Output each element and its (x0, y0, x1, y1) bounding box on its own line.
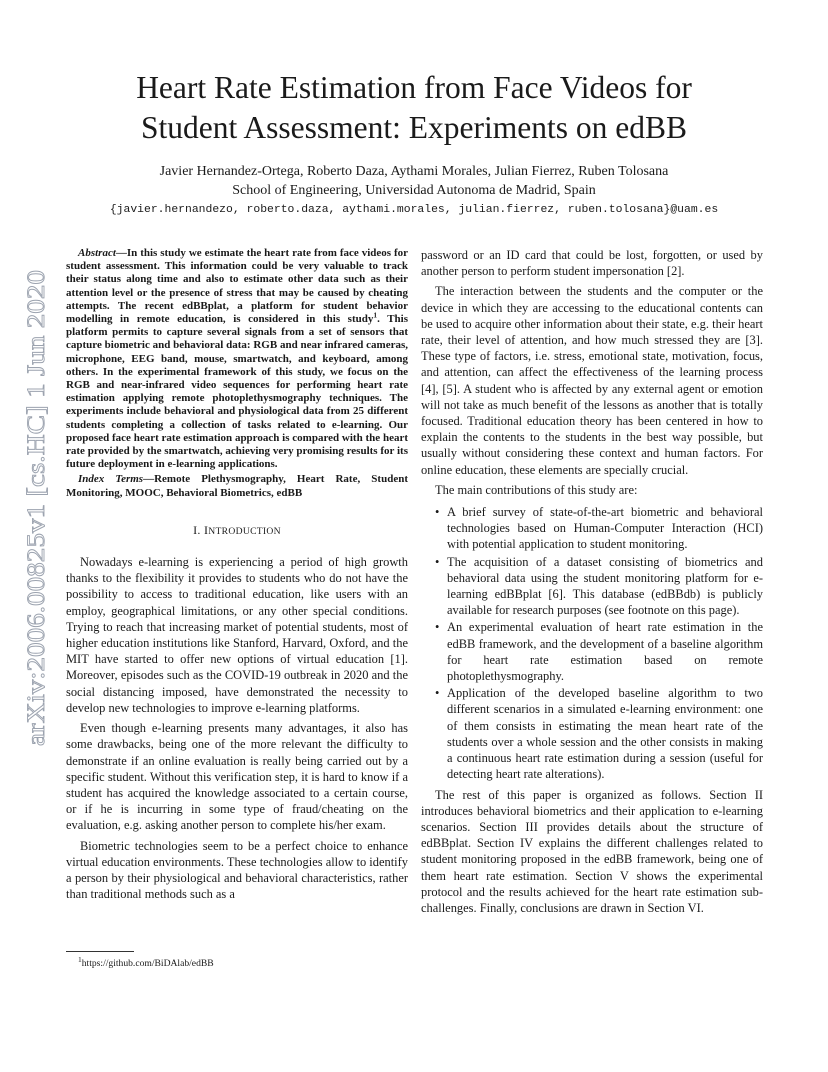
abstract-lead: Abstract (78, 247, 116, 259)
contributions-intro: The main contributions of this study are: (435, 482, 638, 497)
bullet-glyph: • (435, 620, 440, 635)
section-initial: I (204, 522, 209, 537)
list-item-text: Application of the developed baseline algorithm to two different scenarios in a simulated e-learning environment: one of them consists in estimating the mean heart rate of the students over a whole session and the other consists in making a continuous heart rate estimation during a session (useful for detecting heart rate alterations). (447, 686, 763, 782)
footnote-rule (66, 951, 134, 952)
intro-paragraph-1: Nowadays e-learning is experiencing a period of high growth thanks to the flexibility it provides to students who do not have the possibility to access to traditional education, like users with an employ, geographical limitations, or any other special conditions. Trying to reach that increasing market of potential students, most of higher education institutions like Stanford, Harvard, Oxford, and the MIT have started to offer new options of virtual education [1]. Moreover, episodes such as the COVID-19 outbreak in 2020 and the social distancing imposed, have demonstrated the necessity to develop new technologies to improve e-learning platforms. (66, 555, 408, 715)
author-affiliation: School of Engineering, Universidad Autonoma de Madrid, Spain (232, 183, 596, 198)
author-emails: {javier.hernandezo, roberto.daza, aythami.morales, julian.fierrez, ruben.tolosana}@uam.es (109, 204, 719, 216)
index-terms-body: —Remote Plethysmography, Heart Rate, Student Monitoring, MOOC, Behavioral Biometrics, edBB (66, 473, 408, 499)
list-item-text: A brief survey of state-of-the-art biometric and behavioral technologies based on Human-Computer Interaction (HCI) with potential application to student monitoring. (447, 505, 763, 552)
author-names: Javier Hernandez-Ortega, Roberto Daza, Aythami Morales, Julian Fierrez, Ruben Tolosana (159, 164, 669, 179)
bullet-glyph: • (435, 554, 440, 569)
bullet-glyph: • (435, 686, 440, 701)
footnote-link[interactable]: https://github.com/BiDAlab/edBB (81, 958, 214, 969)
list-item (421, 504, 763, 553)
abstract (66, 247, 408, 471)
paper-title-line-1: Heart Rate Estimation from Face Videos for (136, 70, 692, 105)
list-item-text: The acquisition of a dataset consisting of biometrics and behavioral data using the student monitoring platform for e-learning edBBplat [6]. This database (edBBdb) is publicly available for research purposes (see footnote on this page). (447, 554, 763, 618)
section-rest: NTRODUCTION (208, 525, 281, 537)
abstract-dash: — (115, 247, 127, 259)
paper-title (90, 68, 738, 148)
arxiv-stamp-graphic (14, 268, 54, 748)
organization-paragraph: The rest of this paper is organized as follows. Section II introduces behavioral biometrics and their application to e-learning scenarios. Section III provides details about the structure of edBBplat. Section IV explains the different challenges related to student monitoring proposed in the edBB framework, being one of them heart rate estimation. Section V shows the experimental protocol and the results achieved for the heart rate estimation sub-challenges. Finally, conclusions are drawn in Section VI. (421, 787, 763, 915)
continuation-paragraph: password or an ID card that could be lost, forgotten, or used by another person to perform student impersonation [2]. (421, 248, 763, 279)
index-terms-lead: Index Terms (78, 473, 144, 486)
list-item (421, 619, 763, 684)
abstract-body-b: . This platform permits to capture several signals from a set of sensors that capture biometric and behavioral data: RGB and near infrared cameras, microphone, EEG band, mouse, smartwatch, and keyboard, among others. In the experimental framework of this study, we focus on the RGB and near-infrared video sequences for performing heart rate estimation applying remote photoplethysmography techniques. The experiments include behavioral and physiological data from 25 different students completing a collection of tasks related to e-learning. Our proposed face heart rate estimation approach is compared with the heart rate provided by the smartwatch, achieving very promising results for its future deployment in e-learning applications. (66, 313, 409, 471)
abstract-body-a: In this study we estimate the heart rate from face videos for student assessment. This information could be very valuable to track their status along time and also to estimate other data such as their attention level or the presence of stress that may be caused by cheating attempts. The recent edBBplat, a platform for student behavior modelling in remote education, is considered in this study (66, 247, 408, 326)
interaction-paragraph: The interaction between the students and the computer or the device in which they are accessing to the educational contents can be used to acquire other information about their state, e.g. their heart rate, their level of attention, and how much stressed they are [3]. These type of factors, i.e. stress, emotional state, motivation, focus, and attention, can affect the effectiveness of the learning process [4], [5]. A student who is affected by any external agent or emotion will not take as much benefit of the lessons as another that is totally focused. Traditional education theory has been centered in how to explain the contents to the students in the best way possible, but usually without considering these context and human factors. For online education, these elements are specially crucial. (421, 284, 763, 477)
footnote (66, 954, 214, 970)
abstract-footnote-mark: 1 (373, 310, 378, 320)
intro-paragraph-3: Biometric technologies seem to be a perfect choice to enhance virtual education environments. These technologies allow to identify a person by their physiological and behavioral characteristics, rather than traditional methods such as a (66, 838, 408, 902)
section-heading-introduction (66, 522, 408, 540)
bullet-glyph: • (435, 505, 440, 520)
section-number: I. (193, 522, 204, 537)
contributions-list (421, 504, 763, 782)
footnote-mark: 1 (78, 954, 82, 964)
author-block (60, 162, 768, 200)
arxiv-stamp-text: arXiv:2006.00825v1 [cs.HC] 1 Jun 2020 (21, 329, 50, 746)
right-column (421, 247, 763, 916)
arxiv-stamp (14, 268, 54, 748)
intro-paragraph-2: Even though e-learning presents many advantages, it also has some drawbacks, being one of the more relevant the difficulty to demonstrate if an online evaluation is really being carried out by a specific student. Without this verification step, it is hard to know if a student has acquired the knowledge associated to a certain course, or if he is incurring in some type of fraud/cheating on the evaluation, e.g. asking another person to complete his/her exam. (66, 721, 408, 833)
paper-title-line-2: Student Assessment: Experiments on edBB (141, 110, 687, 145)
list-item (421, 554, 763, 619)
left-column (66, 247, 408, 902)
list-item (421, 685, 763, 782)
index-terms (66, 473, 408, 499)
list-item-text: An experimental evaluation of heart rate estimation in the edBB framework, and the development of a baseline algorithm for heart rate estimation based on remote photoplethysmography. (447, 620, 763, 684)
